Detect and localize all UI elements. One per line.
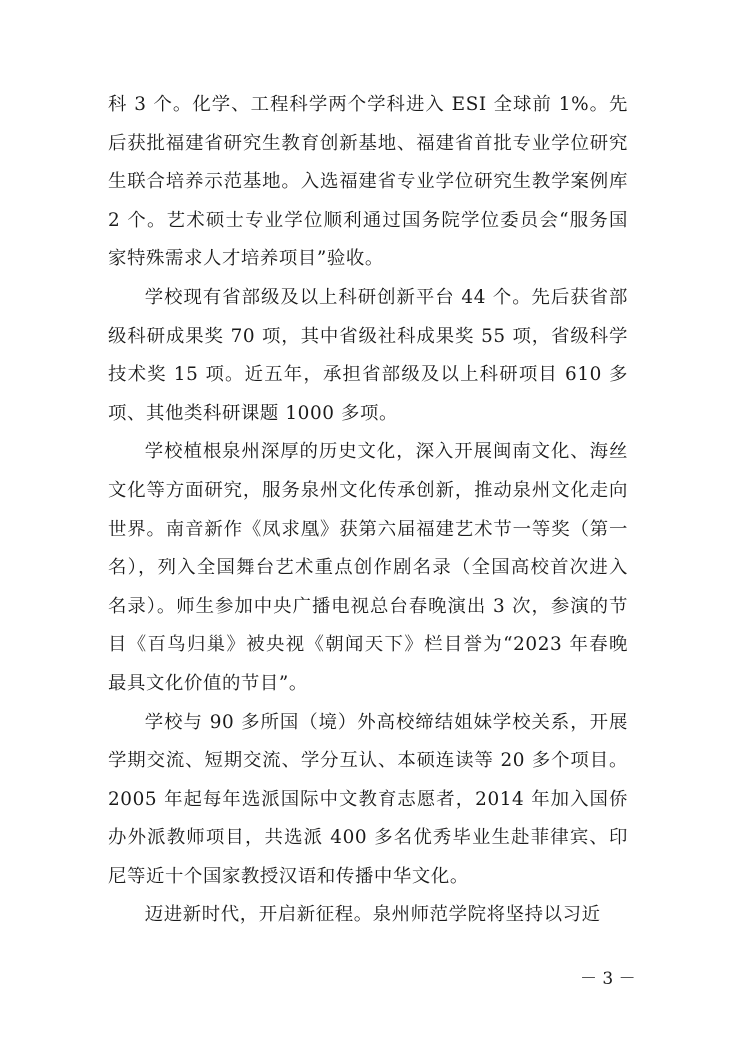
paragraph-1: 科 3 个。化学、工程科学两个学科进入 ESI 全球前 1%。先后获批福建省研究生教育创新基地、福建省首批专业学位研究生联合培养示范基地。入选福建省专业学位研究生教学案例库 2 个。艺术硕士专业学位顺利通过国务院学位委员会“服务国家特殊需求人才培养项目”验收。 <box>108 94 629 270</box>
paragraph-2: 学校现有省部级及以上科研创新平台 44 个。先后获省部级科研成果奖 70 项，其中省级社科成果奖 55 项，省级科学技术奖 15 项。近五年，承担省部级及以上科研项目 610 多项、其他类科研课题 1000 多项。 <box>108 286 628 424</box>
paragraph-3: 学校植根泉州深厚的历史文化，深入开展闽南文化、海丝文化等方面研究，服务泉州文化传承创新，推动泉州文化走向世界。南音新作《凤求凰》获第六届福建艺术节一等奖（第一名），列入全国舞台艺术重点创作剧名录（全国高校首次进入名录）。师生参加中央广播电视总台春晚演出 3 次，参演的节目《百鸟归巢》被央视《朝闻天下》栏目誉为“2023 年春晚最具文化价值的节目”。 <box>108 441 628 694</box>
body-text <box>108 86 628 935</box>
page-number: － 3 － <box>580 969 636 989</box>
paragraph-4: 学校与 90 多所国（境）外高校缔结姐妹学校关系，开展学期交流、短期交流、学分互认、本硕连读等 20 多个项目。2005 年起每年选派国际中文教育志愿者，2014 年加入国侨办外派教师项目，共选派 400 多名优秀毕业生赴菲律宾、印尼等近十个国家教授汉语和传播中华文化。 <box>108 711 628 887</box>
paragraph-5: 迈进新时代，开启新征程。泉州师范学院将坚持以习近 <box>144 904 601 926</box>
